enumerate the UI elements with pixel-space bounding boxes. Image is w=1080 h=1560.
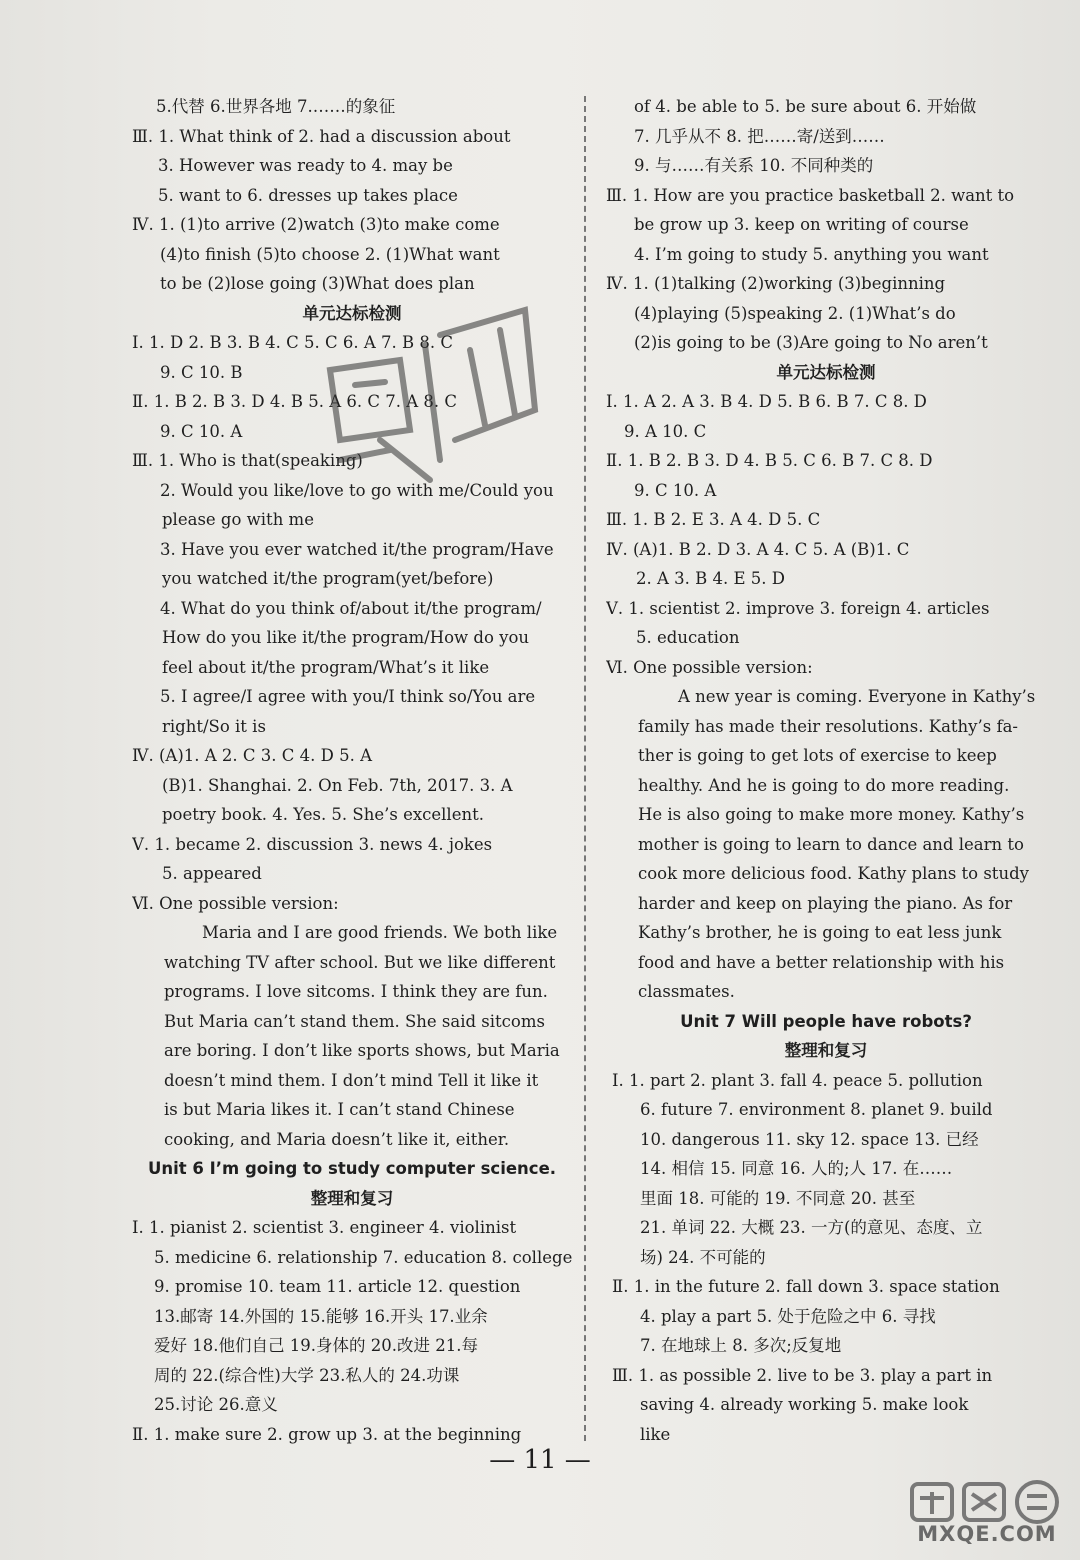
left-column-line: 5. I agree/I agree with you/I think so/You are bbox=[160, 687, 536, 706]
left-column-line: 4. What do you think of/about it/the program/ bbox=[160, 598, 542, 618]
right-column-line: 9. 与……有关系 10. 不同种类的 bbox=[634, 156, 874, 175]
right-column-line: Ⅰ. 1. A 2. A 3. B 4. D 5. B 6. B 7. C 8. D bbox=[606, 392, 927, 411]
right-column-line: family has made their resolutions. Kathy’s fa- bbox=[638, 716, 1018, 736]
left-column-line: to be (2)lose going (3)What does plan bbox=[160, 274, 475, 293]
right-column-line: 里面 18. 可能的 19. 不同意 20. 甚至 bbox=[640, 1188, 916, 1208]
right-column-line: Unit 7 Will people have robots? bbox=[680, 1011, 972, 1031]
left-column-line: 5. appeared bbox=[162, 864, 262, 883]
left-column-line: 5.代替 6.世界各地 7.……的象征 bbox=[156, 97, 396, 116]
left-column-line: 2. Would you like/love to go with me/Could you bbox=[160, 480, 554, 500]
left-column-line: are boring. I don’t like sports shows, but Maria bbox=[164, 1041, 560, 1060]
right-column-line: healthy. And he is going to do more reading. bbox=[638, 775, 1010, 795]
right-column-line: saving 4. already working 5. make look bbox=[640, 1395, 969, 1414]
right-column-line: food and have a better relationship with his bbox=[638, 952, 1005, 972]
right-column-line: Ⅲ. 1. How are you practice basketball 2. want to bbox=[606, 185, 1015, 205]
left-column-line: cooking, and Maria doesn’t like it, either. bbox=[164, 1129, 510, 1149]
left-column-line: (B)1. Shanghai. 2. On Feb. 7th, 2017. 3. A bbox=[162, 775, 513, 795]
left-column-line: 25.讨论 26.意义 bbox=[154, 1395, 278, 1414]
right-column-line: Ⅵ. One possible version: bbox=[606, 657, 813, 677]
watermark-site: MXQE.COM bbox=[917, 1522, 1057, 1546]
left-column-line: Ⅰ. 1. D 2. B 3. B 4. C 5. C 6. A 7. B 8. C bbox=[132, 333, 454, 352]
page-number: — 11 — bbox=[489, 1445, 591, 1475]
right-column-line: Ⅳ. (A)1. B 2. D 3. A 4. C 5. A (B)1. C bbox=[606, 539, 910, 559]
left-column-line: feel about it/the program/What’s it like bbox=[162, 657, 490, 677]
column-divider bbox=[584, 96, 586, 1441]
right-column-line: 10. dangerous 11. sky 12. space 13. 已经 bbox=[640, 1129, 979, 1149]
left-column-line: 9. promise 10. team 11. article 12. question bbox=[154, 1277, 521, 1296]
right-column-line: Ⅲ. 1. as possible 2. live to be 3. play a part in bbox=[612, 1365, 993, 1385]
right-column-line: 4. play a part 5. 处于危险之中 6. 寻找 bbox=[640, 1306, 936, 1326]
left-column-line: Ⅳ. (A)1. A 2. C 3. C 4. D 5. A bbox=[132, 746, 372, 765]
left-column-line: 爱好 18.他们自己 19.身体的 20.改进 21.每 bbox=[154, 1336, 478, 1355]
right-column-line: like bbox=[640, 1424, 671, 1444]
right-column-line: Ⅲ. 1. B 2. E 3. A 4. D 5. C bbox=[606, 510, 821, 529]
left-column-line: 整理和复习 bbox=[310, 1188, 394, 1208]
left-column-line: 单元达标检测 bbox=[302, 303, 402, 323]
right-column-line: 21. 单词 22. 大概 23. 一方(的意见、态度、立 bbox=[640, 1218, 983, 1237]
left-column-line: Ⅱ. 1. make sure 2. grow up 3. at the beginning bbox=[132, 1424, 522, 1444]
left-column-line: you watched it/the program(yet/before) bbox=[162, 569, 494, 588]
right-column-line: 9. C 10. A bbox=[634, 480, 717, 500]
answer-circle-logo-icon bbox=[902, 1478, 1072, 1526]
left-column-line: Maria and I are good friends. We both like bbox=[202, 923, 558, 942]
right-answer-column bbox=[606, 92, 1046, 1449]
right-column-line: 场) 24. 不可能的 bbox=[640, 1247, 766, 1267]
left-column-line: 5. medicine 6. relationship 7. education 8. college bbox=[154, 1247, 572, 1267]
left-column-line: please go with me bbox=[162, 510, 314, 529]
right-column-line: harder and keep on playing the piano. As for bbox=[638, 893, 1013, 913]
right-column-line: 14. 相信 15. 同意 16. 人的;人 17. 在…… bbox=[640, 1159, 953, 1178]
left-column-line: (4)to finish (5)to choose 2. (1)What want bbox=[160, 244, 500, 264]
left-column-line: doesn’t mind them. I don’t mind Tell it like it bbox=[164, 1070, 539, 1090]
right-column-line: A new year is coming. Everyone in Kathy’s bbox=[678, 687, 1036, 706]
left-column-line: 周的 22.(综合性)大学 23.私人的 24.功课 bbox=[154, 1365, 460, 1385]
stamp-mark-icon bbox=[320, 290, 550, 490]
left-column-line: is but Maria likes it. I can’t stand Chinese bbox=[164, 1100, 515, 1119]
left-column-line: Ⅰ. 1. pianist 2. scientist 3. engineer 4. violinist bbox=[132, 1218, 517, 1237]
right-column-line: Ⅱ. 1. in the future 2. fall down 3. space station bbox=[612, 1277, 1000, 1296]
left-column-line: Unit 6 I’m going to study computer science. bbox=[147, 1159, 557, 1178]
watermark-logo bbox=[902, 1478, 1072, 1556]
left-column-line: watching TV after school. But we like different bbox=[164, 952, 556, 972]
right-column-line: Kathy’s brother, he is going to eat less junk bbox=[638, 923, 1002, 942]
left-column-line: right/So it is bbox=[162, 716, 266, 736]
right-column-line: 4. I’m going to study 5. anything you want bbox=[634, 244, 989, 264]
right-column-line: Ⅱ. 1. B 2. B 3. D 4. B 5. C 6. B 7. C 8. D bbox=[606, 451, 933, 470]
left-column-line: 13.邮寄 14.外国的 15.能够 16.开头 17.业余 bbox=[154, 1306, 488, 1326]
right-column-line: be grow up 3. keep on writing of course bbox=[634, 215, 969, 234]
right-column-line: ther is going to get lots of exercise to keep bbox=[638, 746, 997, 765]
left-column-line: Ⅵ. One possible version: bbox=[132, 893, 339, 913]
right-column-line: Ⅳ. 1. (1)talking (2)working (3)beginning bbox=[606, 274, 946, 293]
right-column-line: Ⅰ. 1. part 2. plant 3. fall 4. peace 5. pollution bbox=[612, 1070, 983, 1090]
right-column-line: 2. A 3. B 4. E 5. D bbox=[636, 569, 785, 588]
right-column-line: Ⅴ. 1. scientist 2. improve 3. foreign 4. articles bbox=[606, 598, 990, 618]
right-column-line: of 4. be able to 5. be sure about 6. 开始做 bbox=[634, 97, 977, 116]
left-column-line: programs. I love sitcoms. I think they are fun. bbox=[164, 982, 548, 1001]
right-column-line: 6. future 7. environment 8. planet 9. build bbox=[640, 1100, 993, 1119]
left-column-line: poetry book. 4. Yes. 5. She’s excellent. bbox=[162, 805, 484, 824]
left-column-line: Ⅴ. 1. became 2. discussion 3. news 4. jokes bbox=[132, 834, 493, 854]
right-column-line: 整理和复习 bbox=[784, 1041, 868, 1060]
left-column-line: 9. C 10. A bbox=[160, 421, 243, 441]
left-column-line: 5. want to 6. dresses up takes place bbox=[158, 185, 458, 205]
right-column-line: (2)is going to be (3)Are going to No aren’t bbox=[634, 333, 988, 352]
right-column-line: cook more delicious food. Kathy plans to study bbox=[638, 864, 1029, 883]
right-column-line: 单元达标检测 bbox=[776, 362, 876, 382]
right-column-line: He is also going to make more money. Kathy’s bbox=[638, 805, 1025, 824]
left-column-line: Ⅲ. 1. Who is that(speaking) bbox=[132, 451, 363, 470]
left-column-line: 9. C 10. B bbox=[160, 362, 243, 382]
right-column-line: mother is going to learn to dance and learn to bbox=[638, 834, 1024, 854]
right-column-line: (4)playing (5)speaking 2. (1)What’s do bbox=[634, 303, 956, 323]
left-column-line: But Maria can’t stand them. She said sitcoms bbox=[164, 1011, 545, 1031]
left-column-line: How do you like it/the program/How do you bbox=[162, 628, 530, 647]
left-column-line: 3. However was ready to 4. may be bbox=[158, 156, 453, 175]
right-column-line: 9. A 10. C bbox=[624, 421, 707, 441]
left-column-line: 3. Have you ever watched it/the program/Have bbox=[160, 539, 554, 559]
right-column-line: classmates. bbox=[638, 982, 735, 1001]
left-column-line: Ⅲ. 1. What think of 2. had a discussion about bbox=[132, 126, 511, 146]
right-column-line: 5. education bbox=[636, 628, 740, 647]
left-column-line: Ⅳ. 1. (1)to arrive (2)watch (3)to make come bbox=[132, 215, 500, 234]
left-column-line: Ⅱ. 1. B 2. B 3. D 4. B 5. A 6. C 7. A 8. C bbox=[132, 392, 458, 411]
right-column-line: 7. 在地球上 8. 多次;反复地 bbox=[640, 1336, 842, 1355]
right-column-line: 7. 几乎从不 8. 把……寄/送到…… bbox=[634, 126, 885, 146]
